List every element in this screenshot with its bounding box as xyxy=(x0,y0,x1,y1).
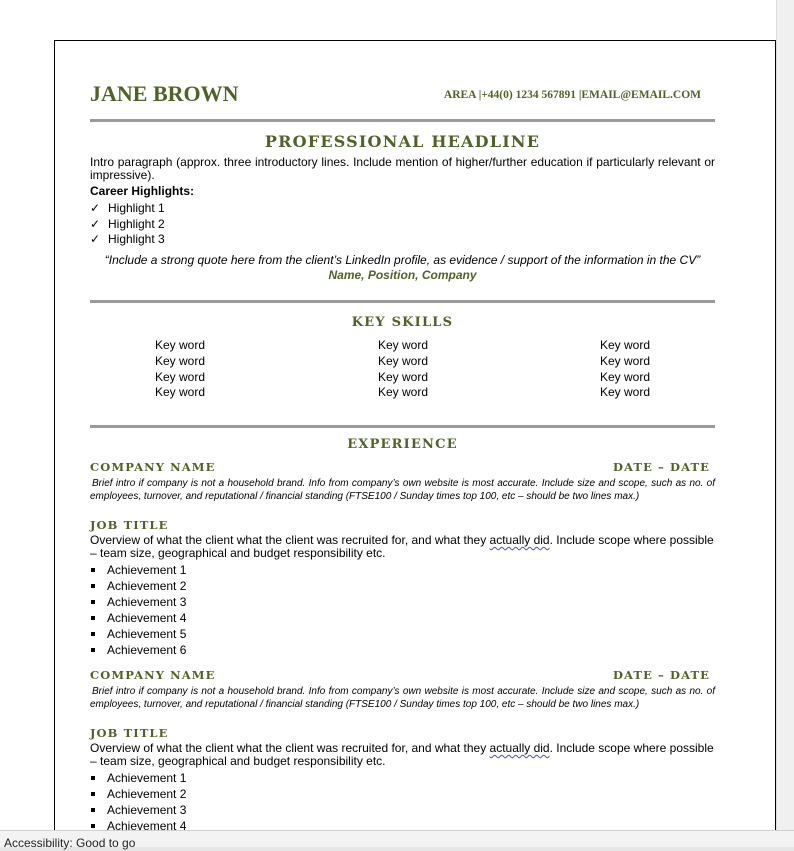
achievement-item: Achievement 4 xyxy=(90,611,186,625)
skill-keyword: Key word xyxy=(155,338,206,352)
document-page[interactable] xyxy=(54,40,776,830)
skill-keyword: Key word xyxy=(155,385,206,399)
square-bullet-icon xyxy=(91,808,95,812)
company-name: COMPANY NAME xyxy=(90,460,216,474)
square-bullet-icon xyxy=(91,584,95,588)
achievement-item: Achievement 1 xyxy=(90,771,186,785)
spelling-flag: actually did xyxy=(489,741,550,755)
experience-entry-header xyxy=(90,460,710,476)
highlight-item: ✓ Highlight 3 xyxy=(90,232,165,246)
skill-keyword: Key word xyxy=(378,354,429,368)
company-brief: Brief intro if company is not a household brand. Info from company’s own website is most accurate. Include size and scope, such as no. of employees, turnover, and reputational / financial standing (FTSE100 / Sunday times top 100, etc – should be two lines max.) xyxy=(90,686,715,710)
square-bullet-icon xyxy=(91,632,95,636)
achievement-item: Achievement 2 xyxy=(90,787,186,801)
contact-line: AREA |+44(0) 1234 567891 |EMAIL@EMAIL.COM xyxy=(443,89,701,101)
achievement-item: Achievement 2 xyxy=(90,579,186,593)
achievement-item: Achievement 5 xyxy=(90,627,186,641)
role-overview: Overview of what the client what the client was recruited for, and what they actually did. Include scope where possible – team size, geographical and budget responsibility etc. xyxy=(90,533,714,560)
skill-keyword: Key word xyxy=(378,370,429,384)
role-overview: Overview of what the client what the client was recruited for, and what they actually did. Include scope where possible – team size, geographical and budget responsibility etc. xyxy=(90,741,714,768)
skill-keyword: Key word xyxy=(378,338,429,352)
linkedin-quote: “Include a strong quote here from the client’s LinkedIn profile, as evidence / support of the information in the CV” xyxy=(104,253,701,267)
status-bar xyxy=(0,830,794,850)
square-bullet-icon xyxy=(91,616,95,620)
quote-attribution: Name, Position, Company xyxy=(328,268,477,282)
divider xyxy=(90,425,715,428)
square-bullet-icon xyxy=(91,824,95,828)
experience-heading: EXPERIENCE xyxy=(347,437,458,452)
company-brief: Brief intro if company is not a household brand. Info from company’s own website is most accurate. Include size and scope, such as no. of employees, turnover, and reputational / financial standing (FTSE100 / Sunday times top 100, etc – should be two lines max.) xyxy=(90,478,715,502)
intro-paragraph: Intro paragraph (approx. three introductory lines. Include mention of higher/further education if particularly relevant or impressive). xyxy=(90,155,715,182)
skill-keyword: Key word xyxy=(378,385,429,399)
skill-keyword: Key word xyxy=(600,385,651,399)
skill-keyword: Key word xyxy=(600,370,651,384)
checkmark-icon: ✓ xyxy=(90,217,101,231)
square-bullet-icon xyxy=(91,776,95,780)
job-title: JOB TITLE xyxy=(90,518,169,532)
resume-name: JANE BROWN xyxy=(90,81,239,106)
key-skills-heading: KEY SKILLS xyxy=(351,315,454,330)
experience-entry-header xyxy=(90,668,710,684)
highlight-item: ✓ Highlight 1 xyxy=(90,201,165,215)
employment-dates: DATE – DATE xyxy=(612,668,710,682)
divider xyxy=(90,300,715,303)
square-bullet-icon xyxy=(91,648,95,652)
skill-keyword: Key word xyxy=(600,354,651,368)
checkmark-icon: ✓ xyxy=(90,201,101,215)
square-bullet-icon xyxy=(91,600,95,604)
square-bullet-icon xyxy=(91,792,95,796)
achievement-item: Achievement 1 xyxy=(90,563,186,577)
spelling-flag: actually did xyxy=(489,533,550,547)
accessibility-status[interactable]: Accessibility: Good to go xyxy=(4,836,136,850)
job-title: JOB TITLE xyxy=(90,726,169,740)
highlight-item: ✓ Highlight 2 xyxy=(90,217,165,231)
achievement-item: Achievement 4 xyxy=(90,819,186,830)
vertical-scrollbar[interactable] xyxy=(776,0,794,830)
skill-keyword: Key word xyxy=(155,354,206,368)
achievement-item: Achievement 6 xyxy=(90,643,186,657)
skill-keyword: Key word xyxy=(155,370,206,384)
checkmark-icon: ✓ xyxy=(90,232,101,246)
achievement-item: Achievement 3 xyxy=(90,803,186,817)
employment-dates: DATE – DATE xyxy=(612,460,710,474)
achievement-item: Achievement 3 xyxy=(90,595,186,609)
career-highlights-label: Career Highlights: xyxy=(90,184,195,198)
skill-keyword: Key word xyxy=(600,338,651,352)
square-bullet-icon xyxy=(91,568,95,572)
divider xyxy=(90,119,715,122)
company-name: COMPANY NAME xyxy=(90,668,216,682)
professional-headline: PROFESSIONAL HEADLINE xyxy=(264,132,541,151)
